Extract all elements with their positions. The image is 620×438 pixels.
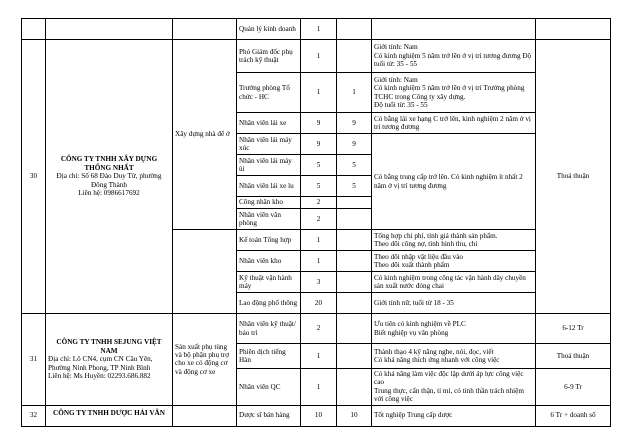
quantity-local-cell (337, 314, 372, 344)
quantity-cell: 1 (301, 369, 337, 406)
requirement-line: Theo dõi nhập vật liệu đầu vào (374, 252, 464, 261)
requirement-line: Theo dõi công nợ, tình hình thu, chi (374, 240, 478, 248)
quantity-cell: 5 (301, 176, 337, 197)
quantity-cell: 1 (301, 251, 337, 272)
position-cell: Kỹ thuật vận hành máy (237, 272, 301, 293)
industry-cell (173, 405, 237, 426)
position-cell: Nhân viên lái máy ủi (237, 155, 301, 176)
salary-cell: 6-9 Tr (536, 369, 611, 406)
requirement-line: Có kinh nghiệm 5 năm trở lên ở vị trí tương đương Độ tuổi từ: 35 - 55 (374, 51, 532, 69)
quantity-cell: 9 (301, 113, 337, 134)
quantity-cell: 1 (301, 230, 337, 251)
requirement-line: Trung thực, cẩn thận, tỉ mỉ, có tinh thần trách nhiệm với công việc (374, 386, 524, 404)
requirement-cell: Có bằng trung cấp trở lên. Có kinh nghiệm ít nhất 2 năm ở vị trí tương đương (372, 134, 536, 230)
company-contact: Liên hệ: 0986617692 (78, 189, 140, 198)
requirement-line: Giới tính: Nam (374, 75, 418, 84)
position-cell: Dược sĩ bán hàng (237, 405, 301, 426)
requirement-line: Thành thạo 4 kỹ năng nghe, nói, đọc, viết (374, 347, 494, 356)
quantity-local-cell: 5 (337, 176, 372, 197)
requirement-line: Theo dõi xuất thành phẩm (374, 261, 450, 269)
requirement-cell (372, 344, 536, 369)
table-row (22, 40, 611, 73)
requirement-line: Có khả năng làm việc độc lập dưới áp lực công việc cao (374, 370, 524, 387)
salary-cell: 6 Tr + doanh số (536, 405, 611, 426)
requirement-cell (372, 73, 536, 113)
requirement-line: Độ tuổi từ: 35 - 55 (374, 100, 428, 109)
position-cell: Trưởng phòng Tổ chức - HC (237, 73, 301, 113)
salary-cell: Thoả thuận (536, 344, 611, 369)
company-contact: Liên hệ: Ms Huyền: 02293.686.882 (48, 371, 151, 380)
stt-cell: 31 (22, 314, 46, 406)
position-cell: Nhân viên lái máy xúc (237, 134, 301, 155)
quantity-cell: 3 (301, 272, 337, 293)
quantity-local-cell (337, 209, 372, 230)
industry-cell (173, 230, 237, 314)
table-row (22, 19, 611, 40)
industry-cell: Sản xuất phụ tùng và bộ phận phụ trợ cho xe có động cơ và động cơ xe (173, 314, 237, 406)
quantity-local-cell: 5 (337, 155, 372, 176)
quantity-local-cell (337, 293, 372, 314)
quantity-cell: 1 (301, 344, 337, 369)
requirement-line: Giới tính: Nam (374, 43, 418, 52)
stt-cell: 30 (22, 40, 46, 314)
requirement-line: Có khả năng thích ứng nhanh với công việc (374, 356, 500, 364)
position-cell: Kế toán Tổng hợp (237, 230, 301, 251)
salary-cell: 6-12 Tr (536, 314, 611, 344)
quantity-cell: 2 (301, 314, 337, 344)
requirement-cell (372, 230, 536, 251)
quantity-local-cell: 9 (337, 134, 372, 155)
quantity-local-cell (337, 251, 372, 272)
position-cell: Nhân viên văn phòng (237, 209, 301, 230)
quantity-local-cell (337, 369, 372, 406)
requirement-cell: Có bằng lái xe hạng C trở lên, kinh nghiệm 2 năm ở vị trí tương đương (372, 113, 536, 134)
quantity-cell: 1 (301, 40, 337, 73)
requirement-cell: Tốt nghiệp Trung cấp dược (372, 405, 536, 426)
requirement-cell (372, 251, 536, 272)
company-address: Địa chỉ: Lô CN4, cụm CN Cầu Yên, Phường Ninh Phong, TP Ninh Bình (48, 355, 153, 372)
company-cell (46, 314, 173, 406)
recruitment-table (21, 18, 611, 427)
requirement-cell (372, 40, 536, 73)
position-cell: Quản lý kinh doanh (237, 19, 301, 40)
quantity-cell: 1 (301, 19, 337, 40)
requirement-line: Ưu tiên có kinh nghiệm về PLC (374, 320, 466, 329)
position-cell: Lao động phổ thông (237, 293, 301, 314)
requirement-line: Biết nghiệp vụ văn phòng (374, 328, 449, 337)
position-cell: Nhân viên kỹ thuật/ bảo trì (237, 314, 301, 344)
quantity-cell: 2 (301, 209, 337, 230)
industry-cell: Xây dựng nhà để ở (173, 40, 237, 230)
quantity-local-cell (337, 230, 372, 251)
position-cell: Công nhân kho (237, 197, 301, 209)
quantity-local-cell (337, 197, 372, 209)
quantity-cell: 5 (301, 155, 337, 176)
company-name: CÔNG TY TNHH SEJUNG VIỆT NAM (56, 338, 162, 355)
quantity-local-cell: 1 (337, 73, 372, 113)
quantity-local-cell (337, 344, 372, 369)
requirement-cell: Giới tính nữ, tuổi từ 18 - 35 (372, 293, 536, 314)
quantity-local-cell (337, 272, 372, 293)
company-address: Địa chỉ: Số 68 Đào Duy Từ, phường Đông Thành (56, 172, 162, 189)
position-cell: Phó Giám đốc phụ trách kỹ thuật (237, 40, 301, 73)
table-row (22, 405, 611, 426)
quantity-cell: 20 (301, 293, 337, 314)
quantity-cell: 1 (301, 73, 337, 113)
requirement-cell (372, 314, 536, 344)
position-cell: Nhân viên lái xe lu (237, 176, 301, 197)
quantity-cell: 10 (301, 405, 337, 426)
company-cell (46, 405, 173, 426)
quantity-local-cell (337, 40, 372, 73)
requirement-line: Tổng hợp chi phí, tính giá thành sản phẩm. (374, 231, 498, 240)
requirement-cell (372, 369, 536, 406)
position-cell: Nhân viên lái xe (237, 113, 301, 134)
requirement-cell: Có kinh nghiệm trong công tác vận hành dây chuyền sản xuất nước đóng chai (372, 272, 536, 293)
table-row (22, 314, 611, 344)
position-cell: Nhân viên kho (237, 251, 301, 272)
quantity-local-cell: 10 (337, 405, 372, 426)
requirement-line: Có kinh nghiệm 5 năm trở lên ở vị trí Trưởng phòng TCHC trong Công ty xây dựng. (374, 84, 525, 101)
position-cell: Nhân viên QC (237, 369, 301, 406)
quantity-cell: 2 (301, 197, 337, 209)
company-name: CÔNG TY TNHH XÂY DỰNG THỐNG NHẤT (60, 155, 158, 172)
company-cell (46, 40, 173, 314)
position-cell: Phiên dịch tiếng Hàn (237, 344, 301, 369)
salary-cell: Thoả thuận (536, 40, 611, 314)
quantity-local-cell: 9 (337, 113, 372, 134)
company-name: CÔNG TY TNHH DƯỢC HẢI VÂN (53, 408, 165, 417)
quantity-cell: 9 (301, 134, 337, 155)
stt-cell: 32 (22, 405, 46, 426)
quantity-local-cell (337, 19, 372, 40)
